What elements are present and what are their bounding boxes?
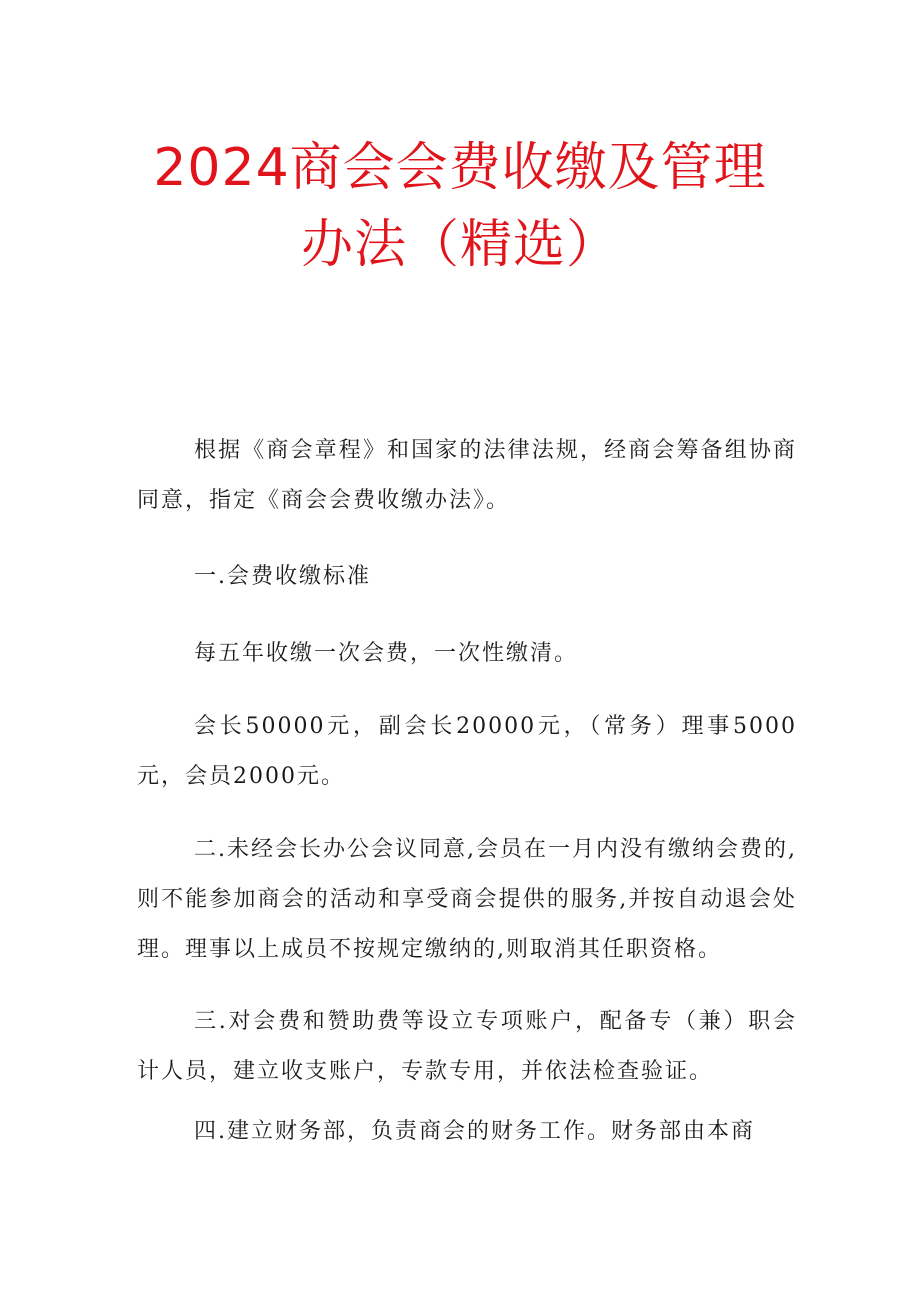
document-title-line-1: 2024商会会费收缴及管理 <box>153 138 767 198</box>
section-three-paragraph: 三.对会费和赞助费等设立专项账户，配备专（兼）职会计人员，建立收支账户，专款专用，并依法检查验证。 <box>137 1009 797 1084</box>
section-four-paragraph: 四.建立财务部，负责商会的财务工作。财务部由本商 <box>194 1119 755 1144</box>
document-title-line-2: 办法（精选） <box>300 215 619 275</box>
section-two-paragraph: 二.未经会长办公会议同意,会员在一月内没有缴纳会费的,则不能参加商会的活动和享受商会提供的服务,并按自动退会处理。理事以上成员不按规定缴纳的,则取消其任职资格。 <box>137 837 797 962</box>
intro-paragraph: 根据《商会章程》和国家的法律法规，经商会筹备组协商同意，指定《商会会费收缴办法》。 <box>137 438 797 513</box>
fee-amounts-paragraph: 会长50000元，副会长20000元，（常务）理事5000元，会员2000元。 <box>137 714 797 789</box>
section-heading-fee-standard: 一.会费收缴标准 <box>194 564 371 589</box>
fee-frequency-paragraph: 每五年收缴一次会费，一次性缴清。 <box>194 641 579 666</box>
